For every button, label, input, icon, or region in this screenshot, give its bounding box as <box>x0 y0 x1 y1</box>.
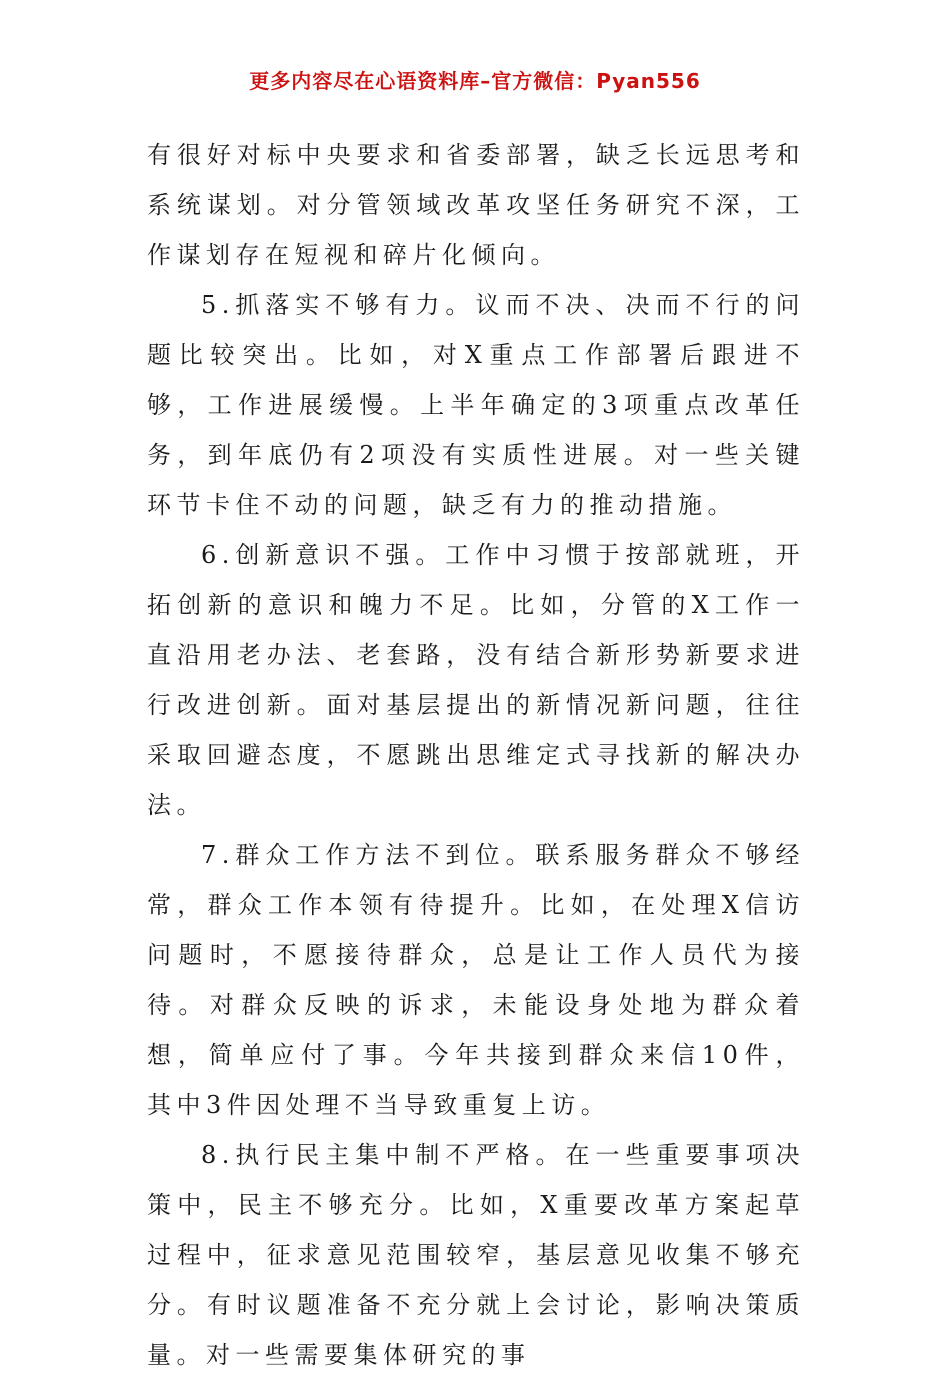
page-header-watermark <box>0 66 950 96</box>
header-brand: 更多内容尽在心语资料库 <box>249 69 481 93</box>
paragraph-item-6: 6.创新意识不强。工作中习惯于按部就班，开拓创新的意识和魄力不足。比如，分管的X工作一直沿用老办法、老套路，没有结合新形势新要求进行改进创新。面对基层提出的新情况新问题，往往采取回避态度，不愿跳出思维定式寻找新的解决办法。 <box>147 541 805 819</box>
paragraph-item-5: 5.抓落实不够有力。议而不决、决而不行的问题比较突出。比如，对X重点工作部署后跟进不够，工作进展缓慢。上半年确定的3项重点改革任务，到年底仍有2项没有实质性进展。对一些关键环节卡住不动的问题，缺乏有力的推动措施。 <box>147 291 805 519</box>
document-body <box>147 130 805 1380</box>
header-contact: 官方微信：Pyan556 <box>491 69 701 93</box>
paragraph-continuation: 有很好对标中央要求和省委部署，缺乏长远思考和系统谋划。对分管领域改革攻坚任务研究不深，工作谋划存在短视和碎片化倾向。 <box>147 141 805 269</box>
paragraph-item-7: 7.群众工作方法不到位。联系服务群众不够经常，群众工作本领有待提升。比如，在处理X信访问题时，不愿接待群众，总是让工作人员代为接待。对群众反映的诉求，未能设身处地为群众着想，简单应付了事。今年共接到群众来信10件，其中3件因处理不当导致重复上访。 <box>147 841 805 1119</box>
header-separator: – <box>480 69 492 93</box>
paragraph-item-8: 8.执行民主集中制不严格。在一些重要事项决策中，民主不够充分。比如，X重要改革方案起草过程中，征求意见范围较窄，基层意见收集不够充分。有时议题准备不充分就上会讨论，影响决策质量。对一些需要集体研究的事 <box>147 1141 805 1369</box>
